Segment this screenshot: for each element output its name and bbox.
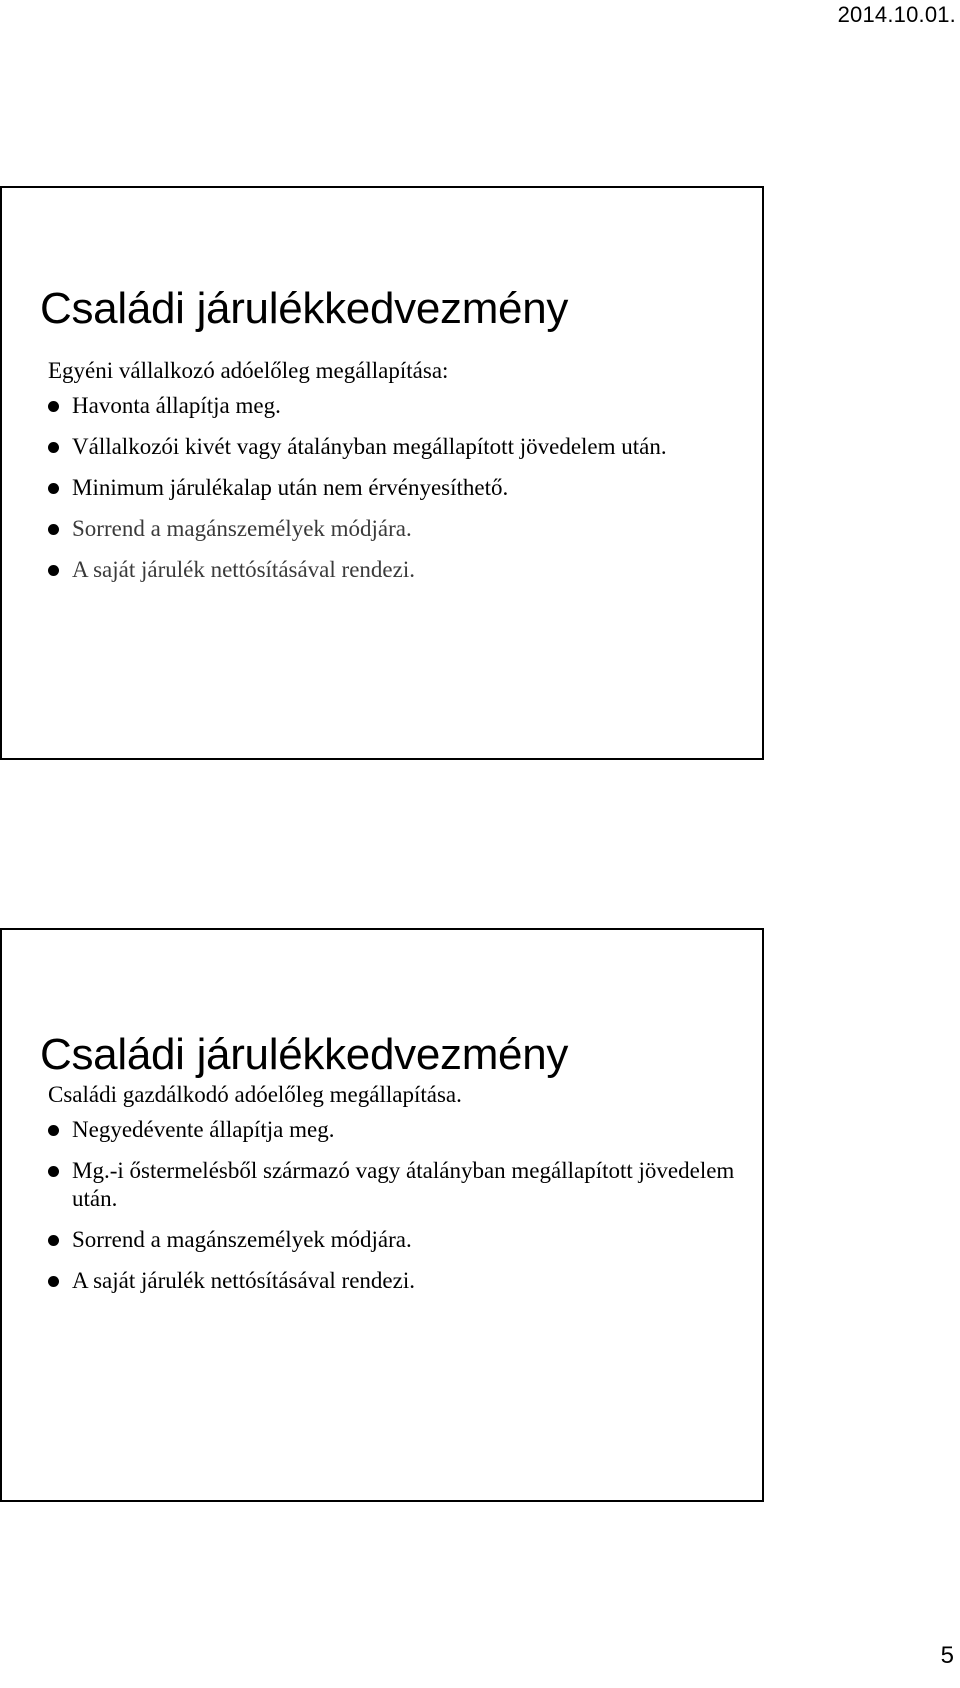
list-item-text: Vállalkozói kivét vagy átalányban megállapított jövedelem után. [72, 434, 667, 459]
list-item-text: Havonta állapítja meg. [72, 393, 281, 418]
bullet-icon [48, 524, 59, 535]
slide-intro: Családi gazdálkodó adóelőleg megállapítása. [48, 1082, 462, 1107]
list-item [48, 515, 742, 543]
bullet-icon [48, 1125, 59, 1136]
list-item [48, 1226, 742, 1254]
slide-2 [0, 928, 764, 1502]
list-item-text: Sorrend a magánszemélyek módjára. [72, 1227, 412, 1252]
slide-1 [0, 186, 764, 760]
list-item-text: Sorrend a magánszemélyek módjára. [72, 516, 412, 541]
bullet-icon [48, 442, 59, 453]
bullet-list [48, 1116, 742, 1295]
list-item-text: A saját járulék nettósításával rendezi. [72, 1268, 415, 1293]
bullet-icon [48, 1235, 59, 1246]
bullet-icon [48, 565, 59, 576]
list-item-text: Minimum járulékalap után nem érvényesíthető. [72, 475, 509, 500]
list-item [48, 474, 742, 502]
list-item [48, 1116, 742, 1144]
bullet-icon [48, 1166, 59, 1177]
list-item-text: Mg.-i őstermelésből származó vagy átalányban megállapított jövedelem után. [72, 1158, 735, 1211]
list-item [48, 1157, 742, 1213]
list-item [48, 556, 742, 584]
bullet-icon [48, 483, 59, 494]
slide-body [48, 356, 742, 597]
slide-intro: Egyéni vállalkozó adóelőleg megállapítása: [48, 358, 449, 383]
header-date: 2014.10.01. [837, 2, 956, 27]
bullet-icon [48, 401, 59, 412]
bullet-icon [48, 1276, 59, 1287]
list-item-text: A saját járulék nettósításával rendezi. [72, 557, 415, 582]
slide-title: Családi járulékkedvezmény [40, 1030, 569, 1079]
list-item [48, 392, 742, 420]
bullet-list [48, 392, 742, 584]
slide-body [48, 1080, 742, 1308]
list-item [48, 1267, 742, 1295]
list-item [48, 433, 742, 461]
slide-title: Családi járulékkedvezmény [40, 284, 569, 333]
page-number: 5 [940, 1642, 954, 1669]
list-item-text: Negyedévente állapítja meg. [72, 1117, 335, 1142]
